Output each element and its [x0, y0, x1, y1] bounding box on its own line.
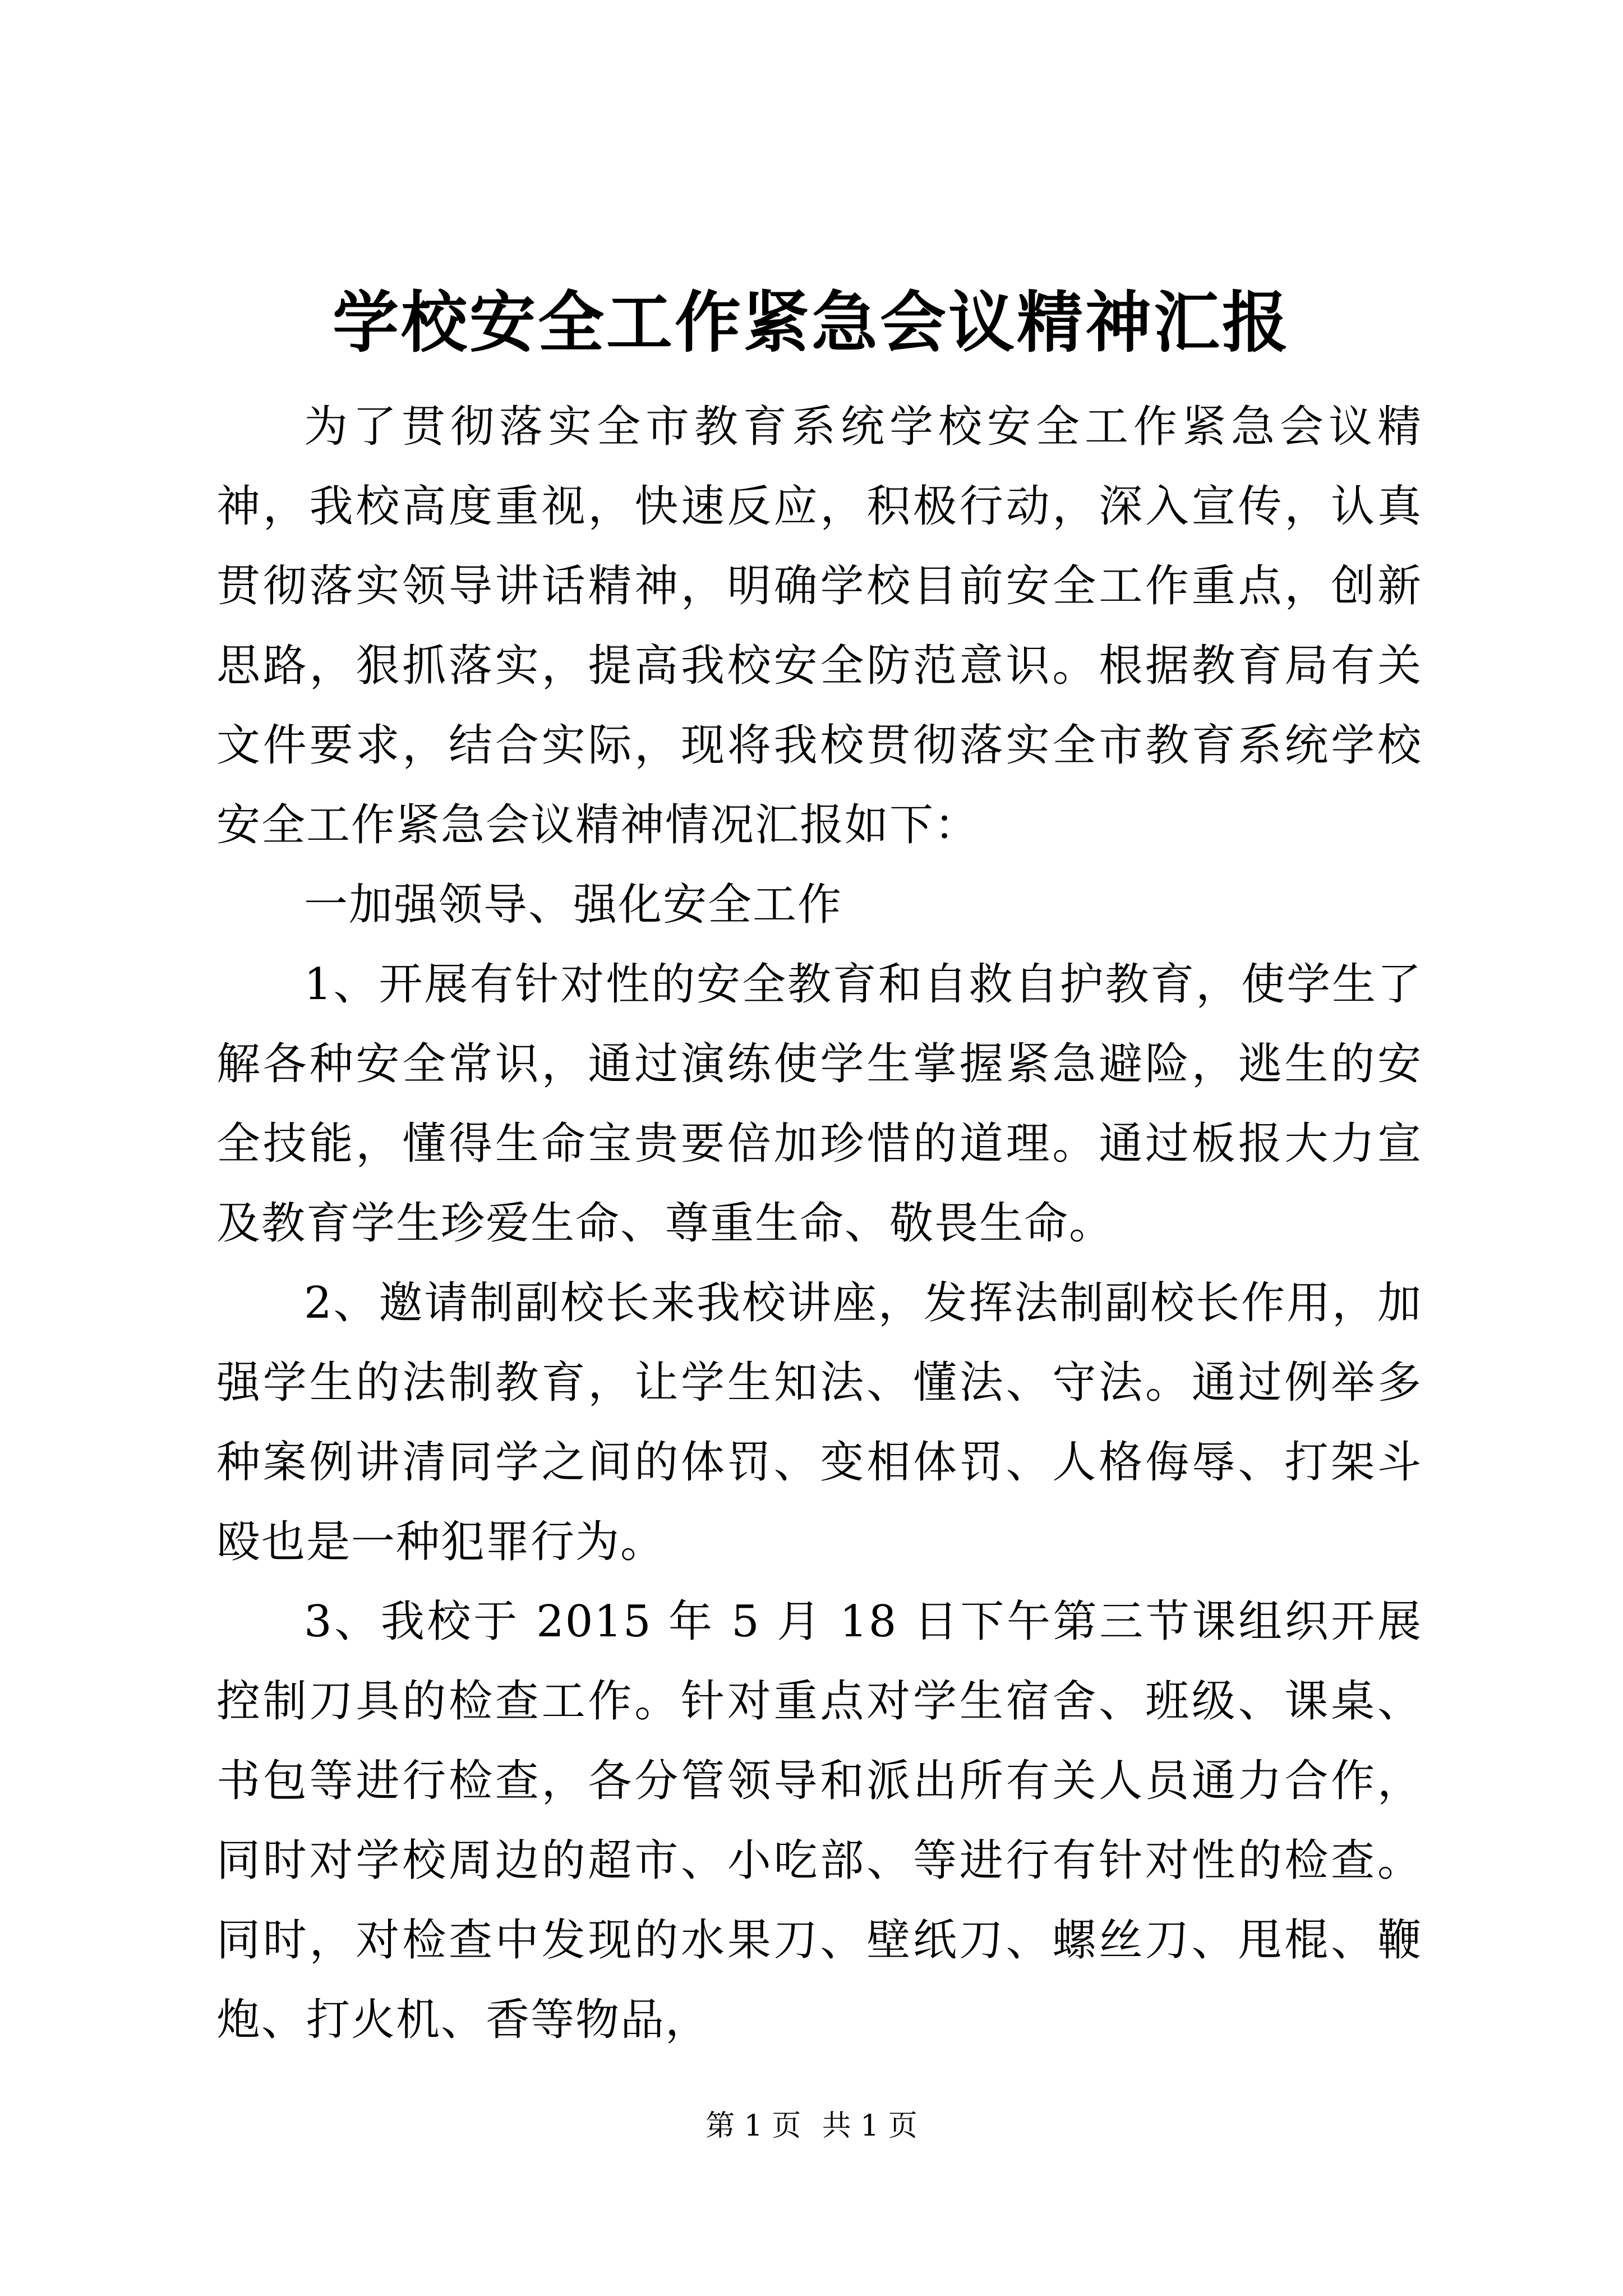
- document-title: 学校安全工作紧急会议精神汇报: [332, 283, 1290, 361]
- document-body: [216, 387, 1422, 2060]
- section-heading-1: 一加强领导、强化安全工作: [304, 880, 843, 930]
- paragraph-item-1: 1、开展有针对性的安全教育和自救自护教育，使学生了解各种安全常识，通过演练使学生掌握紧急避险，逃生的安全技能，懂得生命宝贵要倍加珍惜的道理。通过板报大力宣及教育学生珍爱生命、尊重生命、敬畏生命。: [216, 959, 1422, 1249]
- page-footer: [0, 2106, 1623, 2146]
- paragraph-item-3: 3、我校于 2015 年 5 月 18 日下午第三节课组织开展控制刀具的检查工作。针对重点对学生宿舍、班级、课桌、书包等进行检查，各分管领导和派出所有关人员通力合作，同时对学校周边的超市、小吃部、等进行有针对性的检查。同时，对检查中发现的水果刀、壁纸刀、螺丝刀、甩棍、鞭炮、打火机、香等物品，: [216, 1596, 1422, 2045]
- page-number: 第 1 页: [706, 2109, 801, 2143]
- page-total: 共 1 页: [822, 2109, 917, 2143]
- paragraph-item-2: 2、邀请制副校长来我校讲座，发挥法制副校长作用，加强学生的法制教育，让学生知法、懂法、守法。通过例举多种案例讲清同学之间的体罚、变相体罚、人格侮辱、打架斗殴也是一种犯罪行为。: [216, 1278, 1422, 1567]
- paragraph-intro: 为了贯彻落实全市教育系统学校安全工作紧急会议精神，我校高度重视，快速反应，积极行动，深入宣传，认真贯彻落实领导讲话精神，明确学校目前安全工作重点，创新思路，狠抓落实，提高我校安全防范意识。根据教育局有关文件要求，结合实际，现将我校贯彻落实全市教育系统学校安全工作紧急会议精神情况汇报如下：: [216, 402, 1422, 850]
